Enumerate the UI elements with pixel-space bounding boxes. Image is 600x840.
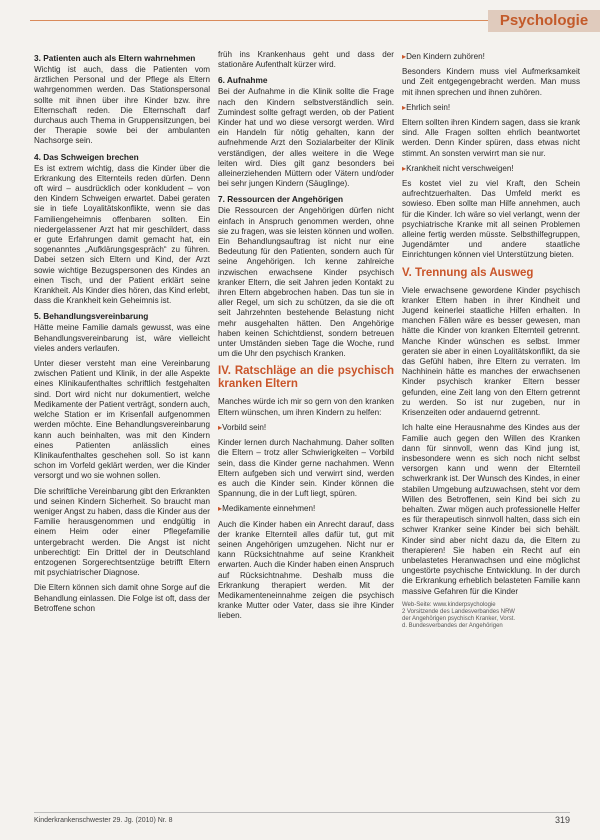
paragraph: Viele erwachsene gewordene Kinder psychisch kranker Eltern haben in ihrer Kindheit und Jugend keinerlei staatliche Hilfen erhalten. In manchen Fällen wäre es besser gewesen, man hätte die Kinder von kranken Elternteil getrennt. Manche Kinder wünschen es selbst. Immer geraten sie aber in einen Loyalitätskonflikt, da sie das Gefühl haben, ihre Eltern zu verraten. Im Nachhinein hätte es manches der erwachsenen Kinder psychisch kranker Eltern besser gefunden, eine Zeit lang von den Eltern getrennt zu werden. So ist nur zugeben, nur in Krisenzeiten oder andauernd getrennt. (402, 285, 580, 418)
page-number: 319 (554, 815, 570, 825)
advice-label: ▸ Krankheit nicht verschweigen! (402, 164, 580, 174)
paragraph: Manches würde ich mir so gern von den kranken Eltern wünschen, um ihren Kindern zu helfen: (218, 397, 394, 417)
paragraph: Hätte meine Familie damals gewusst, was eine Behandlungsvereinbarung ist, wäre vielleicht vieles anders verlaufen. (34, 323, 210, 353)
paragraph: Die Eltern können sich damit ohne Sorge auf die Behandlung einlassen. Die Folge ist oft, dass der Betroffene schon (34, 583, 210, 613)
paragraph: Die Ressourcen der Angehörigen dürfen nicht einfach in Anspruch genommen werden, ohne sie zu fragen, was sie leisten können und wollen. Ein Behandlungsauftrag ist nicht nur eine Bedeutung für den Patienten, sondern auch für seine Angehörigen. Ich kenne zahlreiche inzwischen erwachsene Kinder psychisch kranker Eltern, die seit Jahren jeden Kontakt zu ihren Eltern abgebrochen haben. Das tun sie in aller Regel, um sich zu schützen, da sie die oft seit Jahrzehnten bestehende Belastung nicht mehr ausgehalten hätten. Den Angehörige haben keinen Schichtdienst, sondern betreuen unter Umständen sieben Tage die Woche, rund um die Uhr den psychisch Kranken. (218, 206, 394, 359)
paragraph: Wichtig ist auch, dass die Patienten vom ärztlichen Personal und der Pflege als Eltern wahrgenommen werden. Das Stationspersonal sollte mit ihnen über ihre Kinder bzw. ihre Elternschaft reden. Die Elternschaft darf durchaus auch Thema in Gruppensitzungen, bei der Therapie sowie bei der ambulanten Nachsorge sein. (34, 65, 210, 146)
subsection-heading: 3. Patienten auch als Eltern wahrnehmen (34, 53, 196, 63)
footer-rule (34, 812, 570, 813)
paragraph: Die schriftliche Vereinbarung gibt den Erkrankten und seinen Kindern Sicherheit. So braucht man weniger Angst zu haben, dass die Kinder aus der Familie herausgenommen und endgültig in einem Heim oder einer Pflegefamilie untergebracht werden. Die Angst ist nicht unberechtigt: Ein Drittel der in Deutschland entzogenen Sorgerechtsentzüge betrifft Eltern mit psychiatrischer Diagnose. (34, 486, 210, 578)
footnote-line: d. Bundesverbandes der Angehörigen (402, 623, 503, 630)
footnote-line: Web-Seite: www.kinderpsychologie (402, 601, 496, 608)
paragraph: Ich halte eine Herausnahme des Kindes aus der Familie auch gegen den Willen des Kranken dann für sinnvoll, wenn das Kind jung ist, insbesondere wenn es sich noch nicht selbst versorgen kann und wenn der Elternteil schwerkrank ist. Der Wunsch des Kindes, in einer stabilen Umgebung aufzuwachsen, steht vor dem Willen des Betroffenen, sein Kind bei sich zu behalten. Zwar mögen auch professionelle Helfer es für therapeutisch sinnvoll halten, dass sich ein schwer Kranker seine Kinder bei sich behält. Kinder sind aber nicht dazu da, die Eltern zu therapieren! Sie haben ein Recht auf ein unbelastetes Heranwachsen und eine möglichst ungestörte psychische Entwicklung. In der durch die Erkrankung erheblich belasteten Familie kann massive Gefahren für die Kinder (402, 423, 580, 596)
paragraph: Bei der Aufnahme in die Klinik sollte die Frage nach den Kindern selbstverständlich sein. Zumindest sollte gefragt werden, ob der Patient Kinder hat und wo diese versorgt werden. Wird ein Handeln für nötig gehalten, kann der aufnehmende Arzt den Sozialarbeiter der Klinik verständigen, der alles weitere in die Wege leiten wird. Dies gilt ganz besonders bei alleinerziehenden Müttern oder Vätern und/oder bei sehr jungen Kindern (Säuglinge). (218, 87, 394, 189)
subsection-heading: 5. Behandlungsvereinbarung (34, 311, 149, 322)
paragraph: Eltern sollten ihren Kindern sagen, dass sie krank sind. Alle Fragen sollten ehrlich beantwortet werden. Denn Kinder spüren, dass etwas nicht stimmt. An sonsten verwirrt man sie nur. (402, 118, 580, 158)
footnotes (402, 602, 580, 631)
advice-label: ▸ Vorbild sein! (218, 423, 394, 433)
subsection-heading: 7. Ressourcen der Angehörigen (218, 194, 344, 205)
paragraph: Es ist extrem wichtig, dass die Kinder über die Erkrankung des Elternteils reden dürfen. Denn oft wird – ausdrücklich oder konkludent – von den Kindern Schweigen erwartet. Dabei geraten sie in tiefe Loyalitätskonflikte, wenn sie das Familiengeheimnis offenbaren sollten. Ein niedergelassener Arzt hat mir geschildert, dass er gute Erfahrungen damit gemacht hat, ein sogenanntes „Aufklärungsgespräch“ zu führen. Dabei setzen sich Eltern und Kind, der Arzt sowie wichtige Bezugspersonen des Kindes an einen Tisch, und der Patient erklärt seine Krankheit. Als Kinder dies hören, das Kind erlebt, dass die Krankheit kein Geheimnis ist. (34, 163, 210, 306)
footnote-line: 2 Vorsitzende des Landesverbandes NRW (402, 608, 515, 615)
section-heading: V. Trennung als Ausweg (402, 266, 534, 279)
page-footer (34, 815, 570, 829)
section-title: Psychologie (488, 10, 600, 32)
advice-label: ▸ Medikamente einnehmen! (218, 504, 394, 514)
text-column-right (402, 50, 580, 805)
paragraph: Es kostet viel zu viel Kraft, den Schein aufrechtzuerhalten. Das Umfeld merkt es sowieso. Eben sollte man Hilfe annehmen, auch für die Kinder. Ich wäre so viel verlangt, wenn der psychiatrische Kranke mit all seinen Problemen alleine fertig werden müsste. Selbsthilfegruppen, Jugendämter und andere staatliche Einrichtungen können viel Unterstützung bieten. (402, 179, 580, 260)
subsection-heading: 4. Das Schweigen brechen (34, 151, 139, 162)
advice-label: ▸ Den Kindern zuhören! (402, 52, 580, 62)
header-rule (30, 20, 505, 21)
text-column-middle (218, 50, 394, 805)
subsection-heading: 6. Aufnahme (218, 75, 268, 86)
paragraph: Besonders Kindern muss viel Aufmerksamkeit und Zeit entgegengebracht werden. Man muss mit ihnen sprechen und ihnen zuhören. (402, 67, 580, 97)
section-heading: IV. Ratschläge an die psychisch kranken Eltern (218, 365, 394, 391)
paragraph: früh ins Krankenhaus geht und dass der stationäre Aufenthalt kürzer wird. (218, 50, 394, 70)
paragraph: Kinder lernen durch Nachahmung. Daher sollten die Eltern – trotz aller Schwierigkeiten – Vorbild sein, dass die Kinder gerne nachahmen. Wenn Eltern aufgeben sich und verwirrt sind, werden es auch die Kinder sein. Kinder können die Spannung, die in der Luft liegt, spüren. (218, 438, 394, 499)
journal-citation: Kinderkrankenschwester 29. Jg. (2010) Nr. 8 (34, 817, 173, 824)
paragraph: Auch die Kinder haben ein Anrecht darauf, dass der kranke Elternteil alles dafür tut, gut mit seinen Angehörigen umzugehen. Nicht nur er kann Rücksichtnahme auf seine Krankheit erwarten. Auch die Kinder haben einen Anspruch auf Rücksichtnahme. Deshalb muss die Erkrankung therapiert werden. Mit der Medikamenteneinnahme zeigen die psychisch kranke Mutter oder Vater, dass sie ihre Kinder lieben. (218, 519, 394, 621)
footnote-line: der Angehörigen psychisch Kranker, Vorst. (402, 616, 516, 623)
text-column-left (34, 50, 210, 805)
advice-label: ▸ Ehrlich sein! (402, 103, 580, 113)
paragraph: Unter dieser versteht man eine Vereinbarung zwischen Patient und Klinik, in der alle Aspekte eines Klinikaufenthaltes schriftlich festgehalten sind. Dort wird nicht nur dokumentiert, welche Medikamente der Patient verträgt, sondern auch, welche Station er im Krisenfall aufgenommen werden möchte. Eine Behandlungsvereinbarung kann auch beinhalten, was mit den Kindern eines Patienten anlässlich eines Klinikaufenthaltes geschehen soll. So ist kann schon im Vorfeld geklärt werden, wer die Kinder versorgt und wo sie wohnen sollen. (34, 359, 210, 481)
